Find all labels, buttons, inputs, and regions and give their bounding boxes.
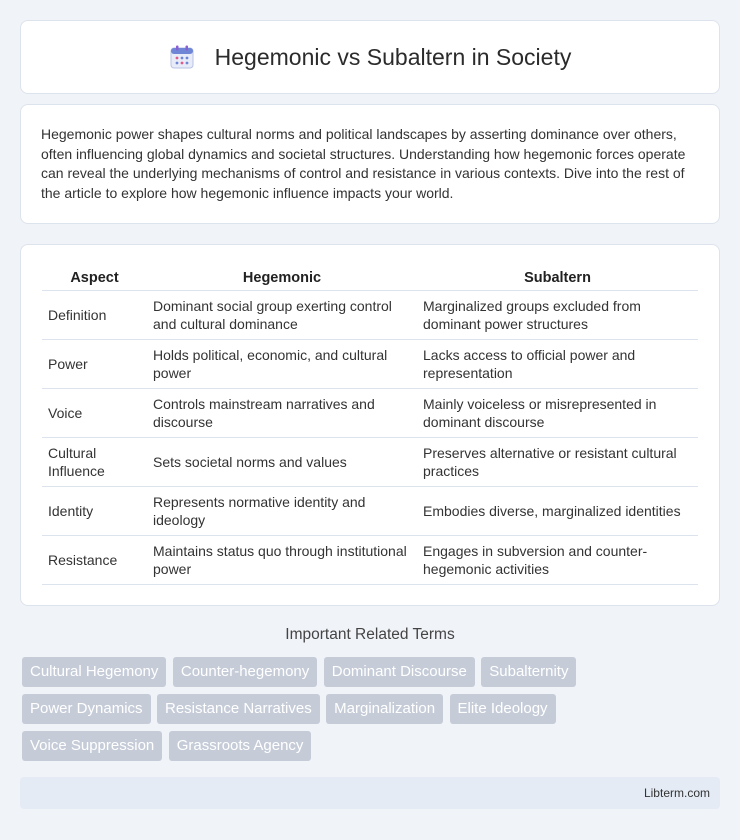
row-subaltern: Embodies diverse, marginalized identities — [417, 487, 698, 536]
row-subaltern: Lacks access to official power and representation — [417, 340, 698, 389]
row-aspect: Voice — [42, 389, 147, 438]
term-tag[interactable]: Elite Ideology — [450, 694, 556, 724]
table-header-row — [42, 265, 698, 291]
row-hegemonic: Controls mainstream narratives and discourse — [147, 389, 417, 438]
term-tag[interactable]: Resistance Narratives — [157, 694, 320, 724]
row-hegemonic: Maintains status quo through institutional power — [147, 536, 417, 585]
term-tag[interactable]: Marginalization — [326, 694, 443, 724]
row-aspect: Power — [42, 340, 147, 389]
row-subaltern: Engages in subversion and counter-hegemonic activities — [417, 536, 698, 585]
row-hegemonic: Represents normative identity and ideology — [147, 487, 417, 536]
term-tag[interactable]: Subalternity — [481, 657, 576, 687]
footer — [20, 777, 720, 809]
intro-card — [20, 104, 720, 224]
term-tag[interactable]: Power Dynamics — [22, 694, 151, 724]
table-row — [42, 536, 698, 585]
row-aspect: Definition — [42, 291, 147, 340]
row-subaltern: Mainly voiceless or misrepresented in dominant discourse — [417, 389, 698, 438]
row-aspect: Cultural Influence — [42, 438, 147, 487]
related-terms-list — [22, 657, 622, 768]
header-card — [20, 20, 720, 94]
row-hegemonic: Sets societal norms and values — [147, 438, 417, 487]
row-hegemonic: Holds political, economic, and cultural power — [147, 340, 417, 389]
term-tag[interactable]: Dominant Discourse — [324, 657, 475, 687]
header-aspect: Aspect — [42, 265, 147, 291]
footer-site-link[interactable]: Libterm.com — [643, 786, 710, 800]
header-hegemonic: Hegemonic — [147, 265, 417, 291]
table-row — [42, 291, 698, 340]
term-tag[interactable]: Cultural Hegemony — [22, 657, 166, 687]
term-tag[interactable]: Voice Suppression — [22, 731, 162, 761]
row-aspect: Resistance — [42, 536, 147, 585]
row-hegemonic: Dominant social group exerting control and cultural dominance — [147, 291, 417, 340]
row-subaltern: Marginalized groups excluded from dominant power structures — [417, 291, 698, 340]
row-subaltern: Preserves alternative or resistant cultural practices — [417, 438, 698, 487]
related-terms-title: Important Related Terms — [285, 626, 455, 643]
term-tag[interactable]: Counter-hegemony — [173, 657, 317, 687]
comparison-table — [42, 265, 698, 585]
table-row — [42, 340, 698, 389]
calendar-icon — [169, 44, 195, 70]
table-row — [42, 487, 698, 536]
intro-text: Hegemonic power shapes cultural norms and political landscapes by asserting dominance over others, often influencing global dynamics and societal structures. Understanding how hegemonic forces operate can reveal the underlying mechanisms of control and resistance in various contexts. Dive into the rest of the article to explore how hegemonic influence impacts your world. — [41, 126, 686, 201]
table-row — [42, 438, 698, 487]
comparison-card — [20, 244, 720, 606]
page-title: Hegemonic vs Subaltern in Society — [214, 43, 572, 70]
row-aspect: Identity — [42, 487, 147, 536]
table-row — [42, 389, 698, 438]
term-tag[interactable]: Grassroots Agency — [169, 731, 312, 761]
header-subaltern: Subaltern — [417, 265, 698, 291]
